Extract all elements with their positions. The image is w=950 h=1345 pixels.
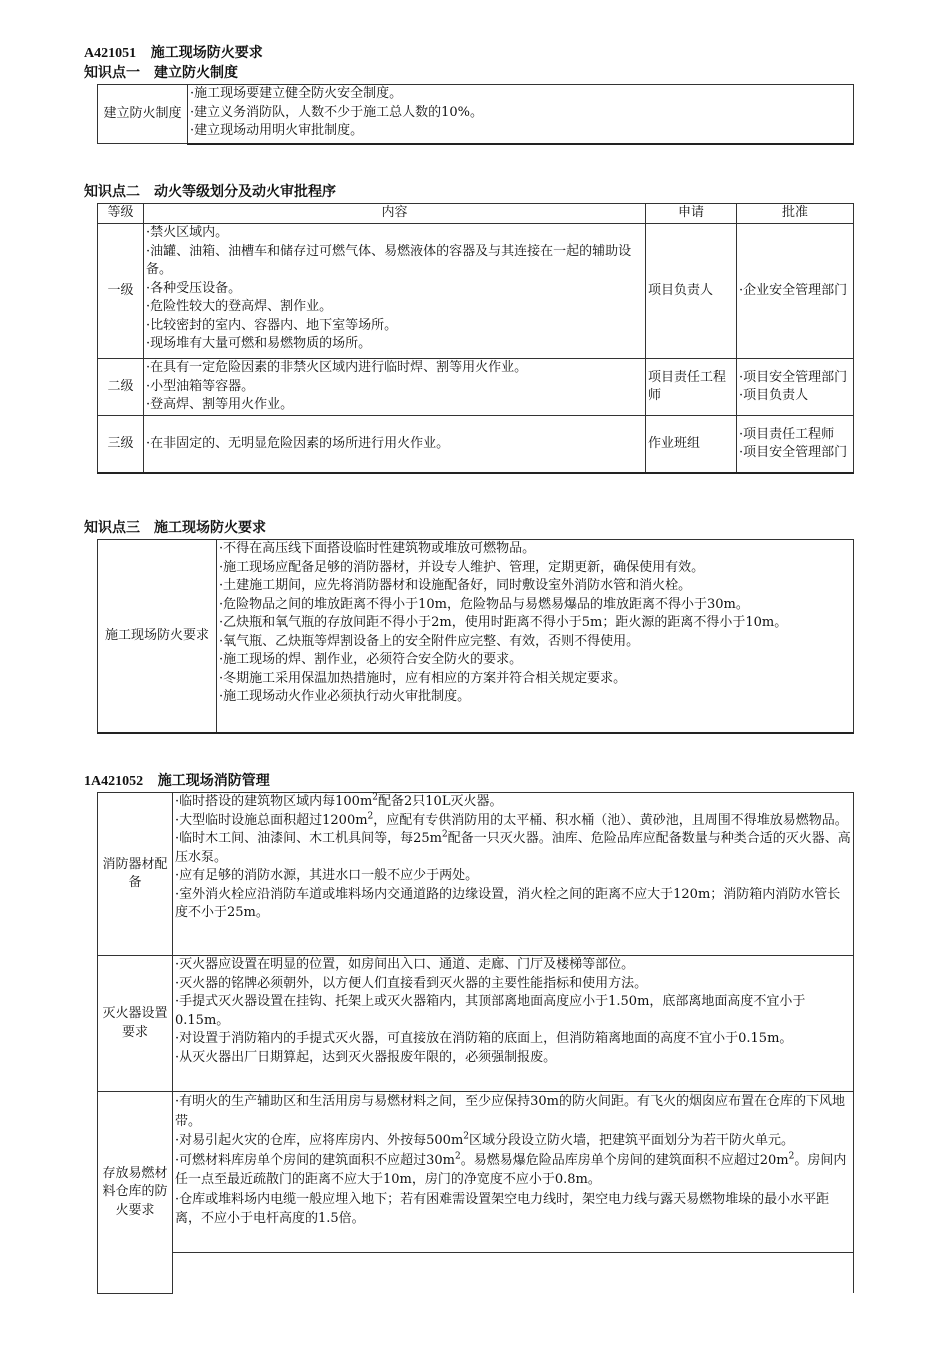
row-label: 建立防火制度	[98, 85, 188, 144]
list-item: ·乙炔瓶和氧气瓶的存放间距不得小于2m，使用时距离不得小于5m；距火源的距离不得小于10m。	[219, 615, 788, 630]
list-item: ·室外消火栓应沿消防车道或堆料场内交通道路的边缘设置，消火栓之间的距离不应大于120m；消防箱内消防水管长度不小于25m。	[175, 886, 841, 920]
row-label: 消防器材配备	[98, 793, 173, 956]
list-item: ·禁火区域内。	[146, 225, 229, 240]
table-row	[98, 1092, 854, 1253]
header-approve: 批准	[737, 204, 854, 224]
fire-system-table	[97, 84, 854, 145]
header-content: 内容	[144, 204, 646, 224]
list-item: ·小型油箱等容器。	[146, 378, 255, 394]
knowledge-point-2-title: 知识点二 动火等级划分及动火审批程序	[84, 184, 336, 200]
level-cell: 三级	[98, 416, 144, 474]
apply-cell: 项目负责人	[646, 224, 737, 359]
row-content	[188, 85, 854, 144]
section-title: 施工现场防火要求	[150, 45, 263, 61]
list-item: ·项目负责人	[739, 388, 809, 403]
list-item: ·在非固定的、无明显危险因素的场所进行用火作业。	[146, 435, 450, 451]
list-item: ·从灭火器出厂日期算起，达到灭火器报废年限的，必须强制报废。	[175, 1049, 557, 1065]
list-item: ·建立义务消防队，人数不少于施工总人数的10%。	[190, 104, 484, 120]
fire-management-table	[97, 792, 854, 1294]
table-row	[98, 793, 854, 956]
list-item: ·手提式灭火器设置在挂钩、托架上或灭火器箱内，其顶部离地面高度应小于1.50m，底部离地面高度不宜小于0.15m。	[175, 994, 806, 1028]
list-item: ·项目安全管理部门	[739, 369, 848, 385]
list-item: ·临时搭设的建筑物区域内每$100m^2$配备2只10L灭火器。	[175, 792, 503, 809]
header-apply: 申请	[646, 204, 737, 224]
list-item: ·企业安全管理部门	[739, 282, 848, 298]
apply-cell: 作业班组	[646, 416, 737, 474]
list-item: ·对设置于消防箱内的手提式灭火器，可直接放在消防箱的底面上，但消防箱离地面的高度不宜小于0.15m。	[175, 1031, 793, 1046]
list-item: ·建立现场动用明火审批制度。	[190, 123, 364, 138]
table-row-empty	[98, 1253, 854, 1294]
table-row	[98, 540, 854, 734]
section-code: 1A421052	[84, 774, 144, 789]
table-row	[98, 359, 854, 416]
list-item: ·大型临时设施总面积超过$1200m^2$，应配有专供消防用的太平桶、积水桶（池）、黄砂池，且周围不得堆放易燃物品。	[175, 811, 848, 828]
list-item: ·不得在高压线下面搭设临时性建筑物或堆放可燃物品。	[219, 541, 536, 556]
row-content	[173, 793, 854, 956]
table-row	[98, 85, 854, 144]
list-item: ·危险性较大的登高焊、割作业。	[146, 299, 333, 314]
list-item: ·冬期施工采用保温加热措施时，应有相应的方案并符合相关规定要求。	[219, 670, 627, 686]
approve-cell	[737, 416, 854, 474]
list-item: ·各种受压设备。	[146, 280, 242, 296]
section-title: 施工现场消防管理	[157, 773, 270, 789]
row-label: 存放易燃材料仓库的防火要求	[98, 1092, 173, 1294]
table-row	[98, 224, 854, 359]
list-item: ·项目责任工程师	[739, 426, 835, 442]
list-item: ·灭火器应设置在明显的位置，如房间出入口、通道、走廊、门厅及楼梯等部位。	[175, 957, 635, 972]
row-label: 灭火器设置要求	[98, 956, 173, 1092]
approve-cell	[737, 224, 854, 359]
section-code: A421051	[84, 46, 137, 61]
row-label: 施工现场防火要求	[98, 540, 217, 734]
list-item: ·现场堆有大量可燃和易燃物质的场所。	[146, 336, 372, 351]
approve-cell	[737, 359, 854, 416]
level-cell: 一级	[98, 224, 144, 359]
table-row	[98, 956, 854, 1092]
list-item: ·氧气瓶、乙炔瓶等焊割设备上的安全附件应完整、有效，否则不得使用。	[219, 633, 640, 649]
content-cell	[144, 359, 646, 416]
section-heading-a421051	[84, 44, 263, 63]
list-item: ·登高焊、割等用火作业。	[146, 397, 294, 412]
list-item: ·可燃材料库房单个房间的建筑面积不应超过$30m^2$。易燃易爆危险品库房单个房间的建筑面积不应超过$20m^2$。房间内任一点至最近疏散门的距离不应大于10m，房门的净宽度不应小于0.8m。	[175, 1151, 847, 1187]
row-content	[217, 540, 854, 734]
apply-cell: 项目责任工程师	[646, 359, 737, 416]
list-item: ·油罐、油箱、油槽车和储存过可燃气体、易燃液体的容器及与其连接在一起的辅助设备。	[146, 243, 632, 277]
empty-cell	[173, 1253, 854, 1294]
list-item: ·土建施工期间，应先将消防器材和设施配备好，同时敷设室外消防水管和消火栓。	[219, 578, 692, 593]
list-item: ·仓库或堆料场内电缆一般应埋入地下；若有困难需设置架空电力线时，架空电力线与露天易燃物堆垛的最小水平距离，不应小于电杆高度的1.5倍。	[175, 1191, 830, 1226]
list-item: ·施工现场动火作业必须执行动火审批制度。	[219, 689, 471, 704]
list-item: ·比较密封的室内、容器内、地下室等场所。	[146, 317, 398, 333]
table-row	[98, 416, 854, 474]
content-cell	[144, 224, 646, 359]
list-item: ·施工现场应配备足够的消防器材，并设专人维护、管理，定期更新，确保使用有效。	[219, 559, 705, 575]
hot-work-level-table	[97, 203, 854, 474]
list-item: ·灭火器的铭牌必须朝外，以方便人们直接看到灭火器的主要性能指标和使用方法。	[175, 975, 648, 991]
list-item: ·对易引起火灾的仓库，应将库房内、外按每$500m^2$区域分段设立防火墙，把建筑平面划分为若干防火单元。	[175, 1131, 795, 1148]
list-item: ·施工现场的焊、割作业，必须符合安全防火的要求。	[219, 652, 523, 667]
knowledge-point-1-title: 知识点一 建立防火制度	[84, 65, 238, 81]
list-item: ·施工现场要建立健全防火安全制度。	[190, 86, 403, 101]
list-item: ·危险物品之间的堆放距离不得小于10m，危险物品与易燃易爆品的堆放距离不得小于30m。	[219, 596, 749, 612]
level-cell: 二级	[98, 359, 144, 416]
header-level: 等级	[98, 204, 144, 224]
knowledge-point-3-title: 知识点三 施工现场防火要求	[84, 520, 266, 536]
row-content	[173, 1092, 854, 1253]
list-item: ·项目安全管理部门	[739, 445, 848, 460]
content-cell	[144, 416, 646, 474]
site-fire-requirements-table	[97, 539, 854, 734]
table-header-row	[98, 204, 854, 224]
section-heading-1a421052	[84, 772, 270, 791]
list-item: ·临时木工间、油漆间、木工机具间等，每$25m^2$配备一只灭火器。油库、危险品库应配备数量与种类合适的灭火器、高压水泵。	[175, 829, 851, 865]
list-item: ·有明火的生产辅助区和生活用房与易燃材料之间，至少应保持30m的防火间距。有飞火的烟囱应布置在仓库的下风地带。	[175, 1094, 846, 1129]
list-item: ·应有足够的消防水源，其进水口一般不应少于两处。	[175, 868, 479, 883]
list-item: ·在具有一定危险因素的非禁火区域内进行临时焊、割等用火作业。	[146, 360, 528, 375]
row-content	[173, 956, 854, 1092]
